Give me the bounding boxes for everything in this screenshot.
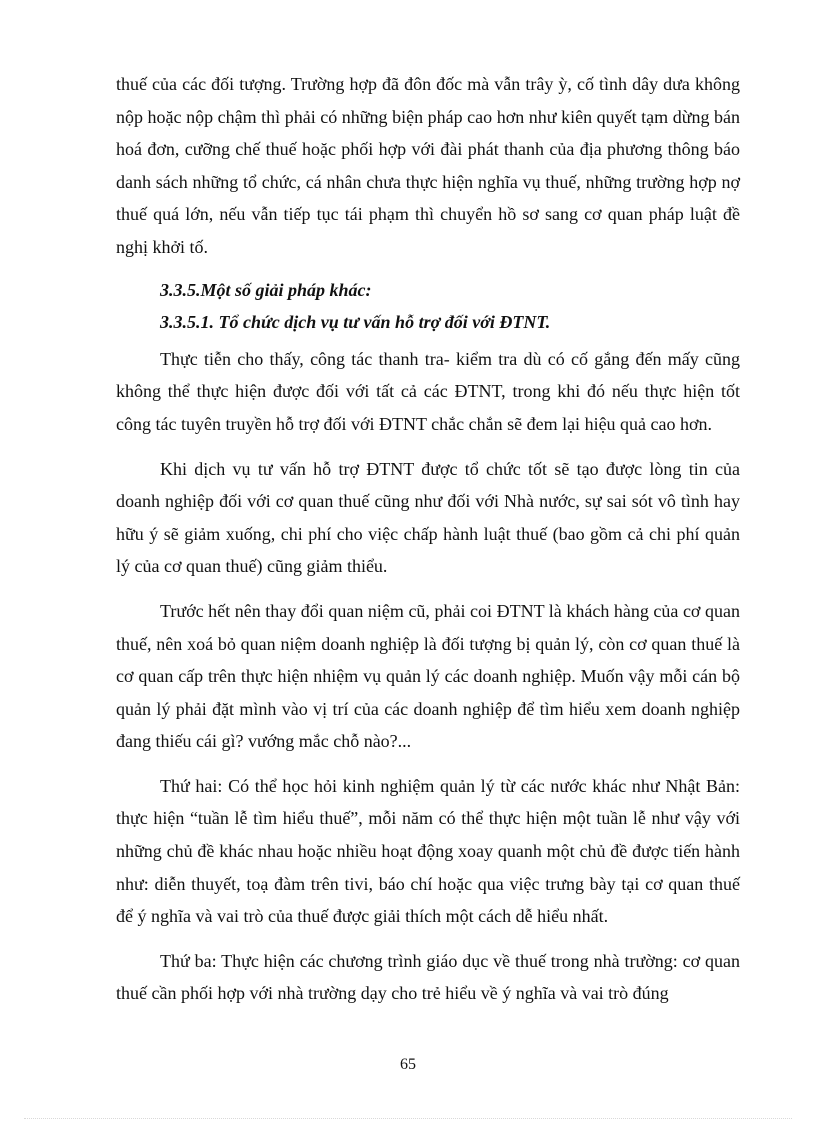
paragraph-second-measure: Thứ hai: Có thể học hỏi kinh nghiệm quản lý từ các nước khác như Nhật Bản: thực hiện “tuần lễ tìm hiểu thuế”, mỗi năm có thể thực hiện một tuần lễ như vậy với những chủ đề khác nhau hoặc nhiều hoạt động xoay quanh một chủ đề được tiến hành như: diễn thuyết, toạ đàm trên tivi, báo chí hoặc qua việc trưng bày tại cơ quan thuế để ý nghĩa và vai trò của thuế được giải thích một cách dễ hiểu nhất. — [116, 775, 740, 927]
paragraph-third-measure: Thứ ba: Thực hiện các chương trình giáo dục về thuế trong nhà trường: cơ quan thuế cần phối hợp với nhà trường dạy cho trẻ hiểu về ý nghĩa và vai trò đúng — [116, 950, 740, 1004]
body-text — [116, 68, 740, 1010]
section-heading: 3.3.5.Một số giải pháp khác: — [160, 279, 372, 300]
paragraph-practice: Thực tiễn cho thấy, công tác thanh tra- kiểm tra dù có cố gắng đến mấy cũng không thể thực hiện được đối với tất cả các ĐTNT, trong khi đó nếu thực hiện tốt công tác tuyên truyền hỗ trợ đối với ĐTNT chắc chắn sẽ đem lại hiệu quả cao hơn. — [116, 348, 740, 434]
paragraph-change-perception: Trước hết nên thay đổi quan niệm cũ, phải coi ĐTNT là khách hàng của cơ quan thuế, nên xoá bỏ quan niệm doanh nghiệp là đối tượng bị quản lý, còn cơ quan thuế là cơ quan cấp trên thực hiện nhiệm vụ quản lý các doanh nghiệp. Muốn vậy mỗi cán bộ quản lý phải đặt mình vào vị trí của các doanh nghiệp để tìm hiểu xem doanh nghiệp đang thiếu cái gì? vướng mắc chỗ nào?... — [116, 600, 740, 752]
paragraph-continuation: thuế của các đối tượng. Trường hợp đã đôn đốc mà vẫn trây ỳ, cố tình dây dưa không nộp hoặc nộp chậm thì phải có những biện pháp cao hơn như kiên quyết tạm dừng bán hoá đơn, cưỡng chế thuế hoặc phối hợp với đài phát thanh của địa phương thông báo danh sách những tổ chức, cá nhân chưa thực hiện nghĩa vụ thuế, những trường hợp nợ thuế quá lớn, nếu vẫn tiếp tục tái phạm thì chuyển hồ sơ sang cơ quan pháp luật đề nghị khởi tố. — [116, 74, 740, 257]
subsection-heading: 3.3.5.1. Tổ chức dịch vụ tư vấn hỗ trợ đối với ĐTNT. — [160, 312, 551, 333]
paragraph-advisory-service: Khi dịch vụ tư vấn hỗ trợ ĐTNT được tổ chức tốt sẽ tạo được lòng tin của doanh nghiệp đối với cơ quan thuế cũng như đối với Nhà nước, sự sai sót vô tình hay hữu ý sẽ giảm xuống, chi phí cho việc chấp hành luật thuế (bao gồm cả chi phí quản lý của cơ quan thuế) cũng giảm thiểu. — [116, 458, 740, 577]
page-bottom-divider — [24, 1118, 792, 1119]
page-number: 65 — [400, 1056, 416, 1073]
